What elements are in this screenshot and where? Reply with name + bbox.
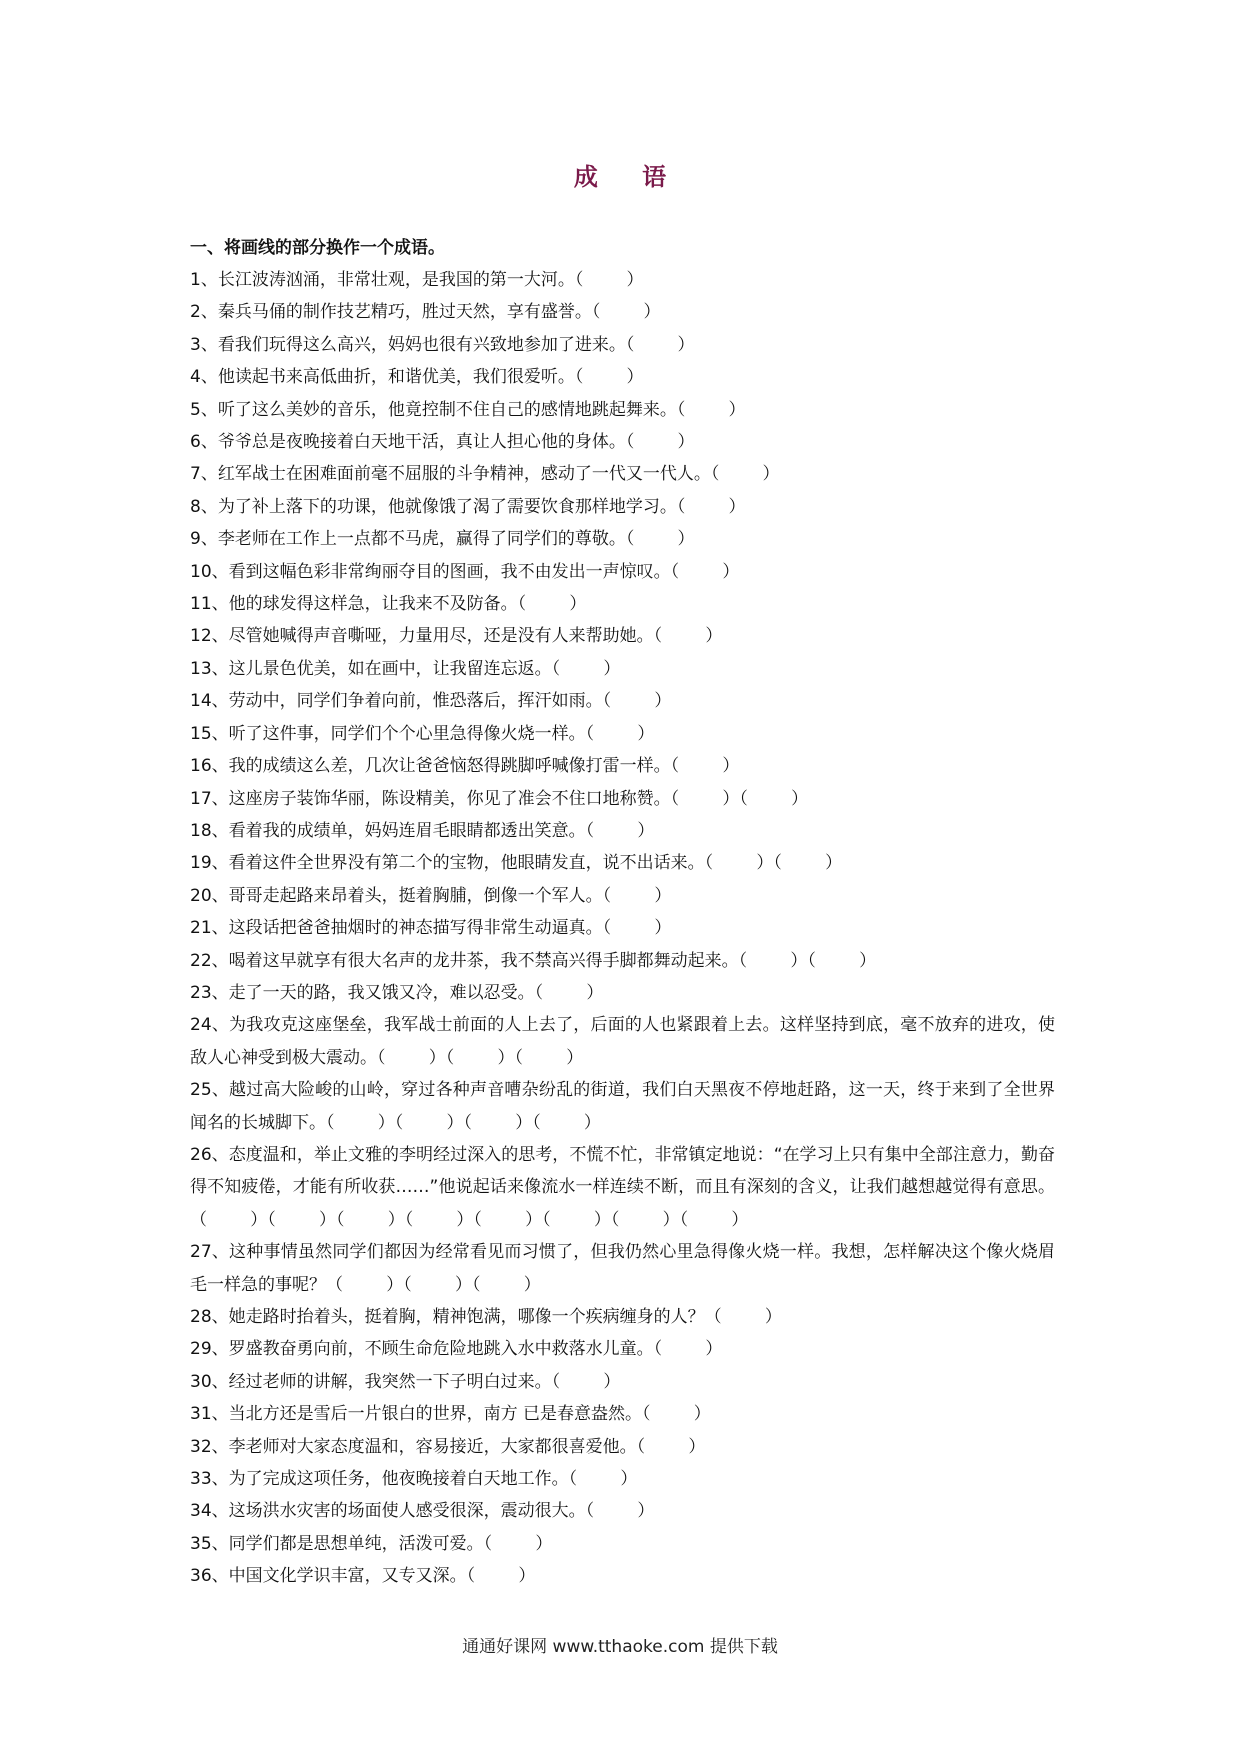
question-item: 5、听了这么美妙的音乐，他竟控制不住自己的感情地跳起舞来。（ ） [190,399,746,420]
question-item: 13、这儿景色优美，如在画中，让我留连忘返。（ ） [190,658,621,679]
question-item: 12、尽管她喊得声音嘶哑，力量用尽，还是没有人来帮助她。（ ） [190,626,723,647]
question-item: 22、喝着这早就享有很大名声的龙井茶，我不禁高兴得手脚都舞动起来。（ ）（ ） [190,950,877,971]
question-item: 4、他读起书来高低曲折，和谐优美，我们很爱听。（ ） [190,367,644,388]
question-item: 35、同学们都是思想单纯，活泼可爱。（ ） [190,1533,553,1554]
question-item: 19、看着这件全世界没有第二个的宝物，他眼睛发直，说不出话来。（ ）（ ） [190,853,843,874]
page-footer: 通通好课网 www.tthaoke.com 提供下载 [462,1637,778,1657]
question-item: 20、哥哥走起路来昂着头，挺着胸脯，倒像一个军人。（ ） [190,885,672,906]
question-item: 21、这段话把爸爸抽烟时的神态描写得非常生动逼真。（ ） [190,918,672,939]
question-item: 28、她走路时抬着头，挺着胸，精神饱满，哪像一个疾病缠身的人？（ ） [190,1307,782,1327]
question-item: 31、当北方还是雪后一片银白的世界，南方 已是春意盎然。（ ） [190,1404,711,1425]
question-item: 24、为我攻克这座堡垒，我军战士前面的人上去了，后面的人也紧跟着上去。这样坚持到底，毫不放弃的进攻，使敌人心神受到极大震动。（ ）（ ）（ ） [190,1015,1055,1068]
question-item: 9、李老师在工作上一点都不马虎，赢得了同学们的尊敬。（ ） [190,529,695,550]
page-title: 成 语 [573,163,685,191]
question-item: 7、红军战士在困难面前毫不屈服的斗争精神，感动了一代又一代人。（ ） [190,464,780,485]
question-item: 30、经过老师的讲解，我突然一下子明白过来。（ ） [190,1371,621,1392]
question-item: 11、他的球发得这样急，让我来不及防备。（ ） [190,594,587,615]
question-list [190,264,1055,1593]
question-item: 15、听了这件事，同学们个个心里急得像火烧一样。（ ） [190,723,655,744]
question-item: 16、我的成绩这么差，几次让爸爸恼怒得跳脚呼喊像打雷一样。（ ） [190,756,740,777]
question-item: 17、这座房子装饰华丽，陈设精美，你见了准会不住口地称赞。（ ）（ ） [190,788,809,809]
question-item: 36、中国文化学识丰富，又专又深。（ ） [190,1566,536,1587]
question-item: 33、为了完成这项任务，他夜晚接着白天地工作。（ ） [190,1469,638,1490]
question-item: 14、劳动中，同学们争着向前，惟恐落后，挥汗如雨。（ ） [190,691,672,712]
question-item: 6、爷爷总是夜晚接着白天地干活，真让人担心他的身体。（ ） [190,432,695,453]
question-item: 26、态度温和，举止文雅的李明经过深入的思考，不慌不忙，非常镇定地说：“在学习上只有集中全部注意力，勤奋得不知疲倦，才能有所收获……”他说起话来像流水一样连续不断，而且有深刻的含义，让我们越想越觉得有意思。（ ）（ ）（ ）（ ）（ ）（ ）（ ）（ ） [190,1144,1055,1230]
question-item: 25、越过高大险峻的山岭，穿过各种声音嘈杂纷乱的街道，我们白天黑夜不停地赶路，这一天，终于来到了全世界闻名的长城脚下。（ ）（ ）（ ）（ ） [190,1080,1055,1133]
question-item: 29、罗盛教奋勇向前，不顾生命危险地跳入水中救落水儿童。（ ） [190,1339,723,1360]
question-item: 34、这场洪水灾害的场面使人感受很深，震动很大。（ ） [190,1501,655,1522]
question-item: 3、看我们玩得这么高兴，妈妈也很有兴致地参加了进来。（ ） [190,334,695,355]
question-item: 8、为了补上落下的功课，他就像饿了渴了需要饮食那样地学习。（ ） [190,496,746,517]
section-heading: 一、将画线的部分换作一个成语。 [190,238,445,258]
question-item: 32、李老师对大家态度温和，容易接近，大家都很喜爱他。（ ） [190,1436,706,1457]
question-item: 27、这种事情虽然同学们都因为经常看见而习惯了，但我仍然心里急得像火烧一样。我想，怎样解决这个像火烧眉毛一样急的事呢？（ ）（ ）（ ） [190,1242,1055,1295]
question-item: 10、看到这幅色彩非常绚丽夺目的图画，我不由发出一声惊叹。（ ） [190,561,740,582]
question-item: 1、长江波涛汹涌，非常壮观，是我国的第一大河。（ ） [190,270,644,290]
question-item: 18、看着我的成绩单，妈妈连眉毛眼睛都透出笑意。（ ） [190,820,655,841]
question-item: 23、走了一天的路，我又饿又冷，难以忍受。（ ） [190,982,604,1003]
worksheet-content [190,232,1055,1593]
question-item: 2、秦兵马俑的制作技艺精巧，胜过天然，享有盛誉。（ ） [190,302,661,323]
